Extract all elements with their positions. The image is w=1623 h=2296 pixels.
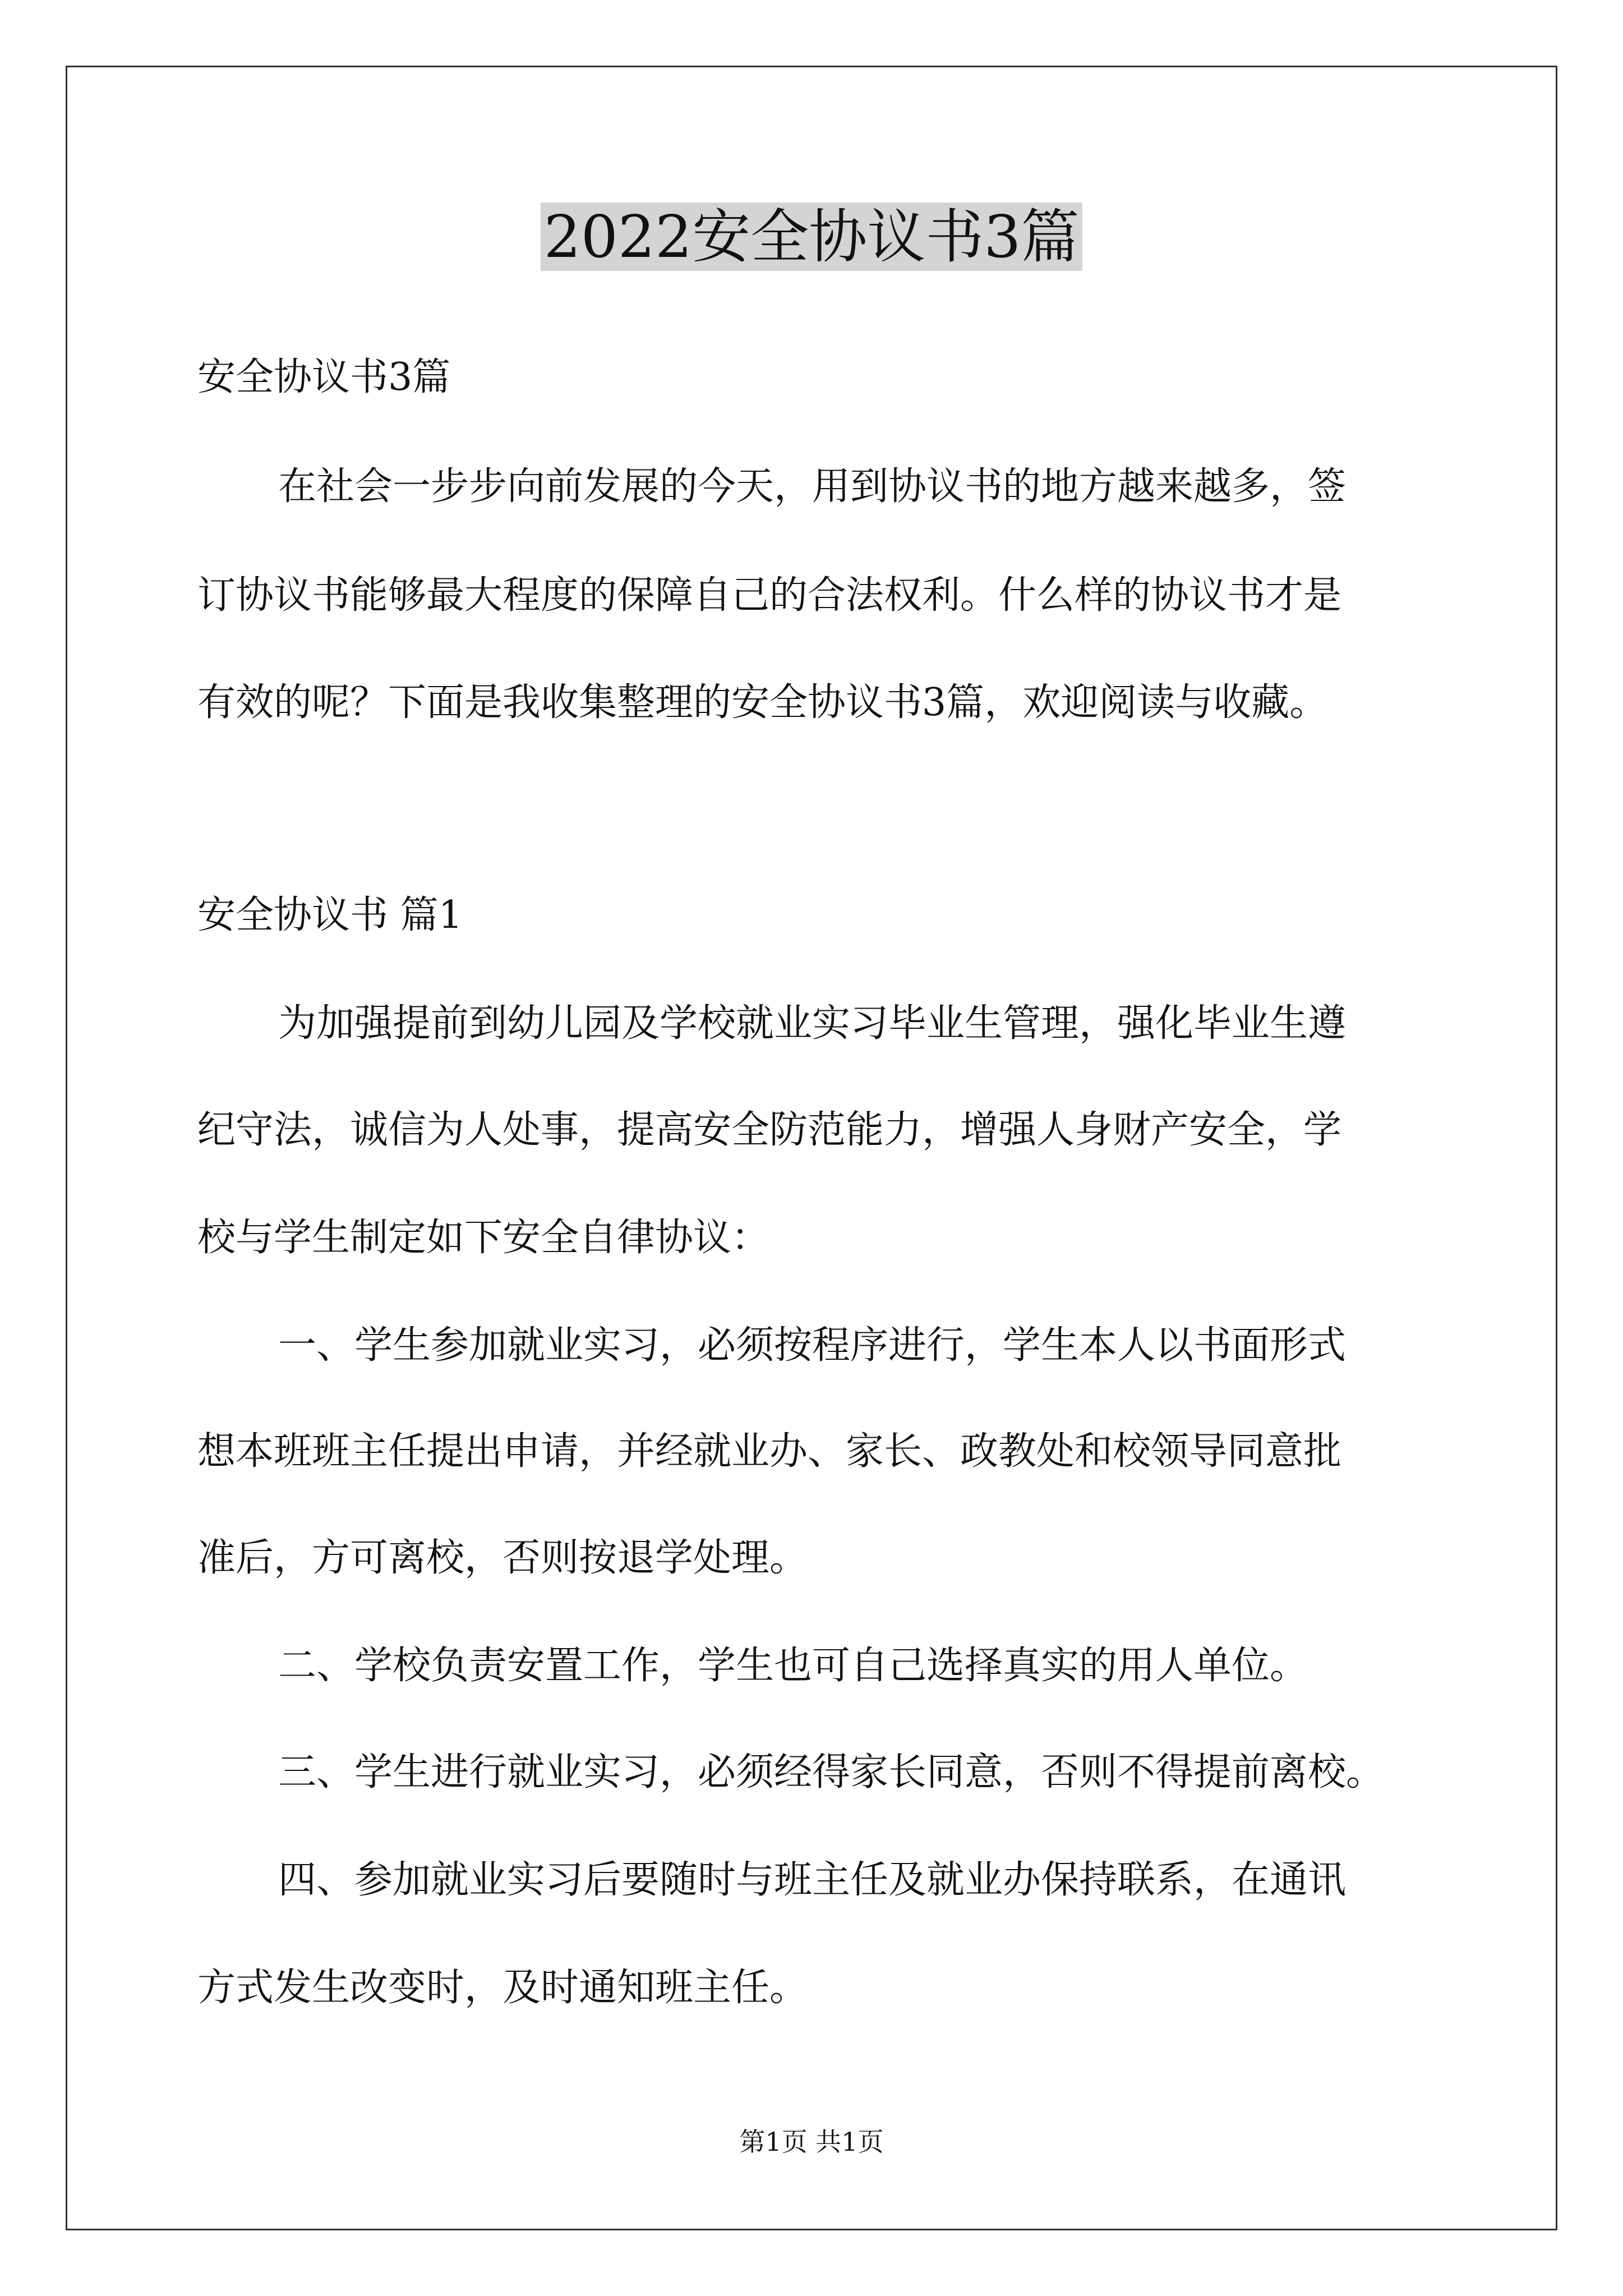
page-footer: 第1页 共1页 [739,2127,884,2157]
clause-1-line-1: 一、学生参加就业实习，必须按程序进行，学生本人以书面形式 [278,1323,1347,1368]
clause-1-line-3: 准后，方可离校，否则按退学处理。 [197,1536,808,1580]
title-highlight: 2022安全协议书3篇 [541,203,1083,271]
document-title [0,197,1623,276]
section-heading-1: 安全协议书 篇1 [197,893,463,937]
intro-line-3: 有效的呢？下面是我收集整理的安全协议书3篇，欢迎阅读与收藏。 [197,680,1328,725]
body-line-2: 纪守法，诚信为人处事，提高安全防范能力，增强人身财产安全，学 [197,1108,1342,1152]
clause-4-line-1: 四、参加就业实习后要随时与班主任及就业办保持联系，在通讯 [278,1858,1347,1902]
clause-4-line-2: 方式发生改变时，及时通知班主任。 [197,1966,808,2010]
body-line-1: 为加强提前到幼儿园及学校就业实习毕业生管理，强化毕业生遵 [278,1001,1347,1046]
clause-2-line-1: 二、学校负责安置工作，学生也可自己选择真实的用人单位。 [278,1644,1308,1688]
clause-3-line-1: 三、学生进行就业实习，必须经得家长同意，否则不得提前离校。 [278,1750,1385,1795]
subtitle-line: 安全协议书3篇 [197,355,451,399]
clause-1-line-2: 想本班班主任提出申请，并经就业办、家长、政教处和校领导同意批 [197,1429,1342,1474]
intro-line-1: 在社会一步步向前发展的今天，用到协议书的地方越来越多，签 [278,464,1347,509]
intro-line-2: 订协议书能够最大程度的保障自己的合法权利。什么样的协议书才是 [197,573,1342,618]
body-line-3: 校与学生制定如下安全自律协议： [197,1216,770,1260]
